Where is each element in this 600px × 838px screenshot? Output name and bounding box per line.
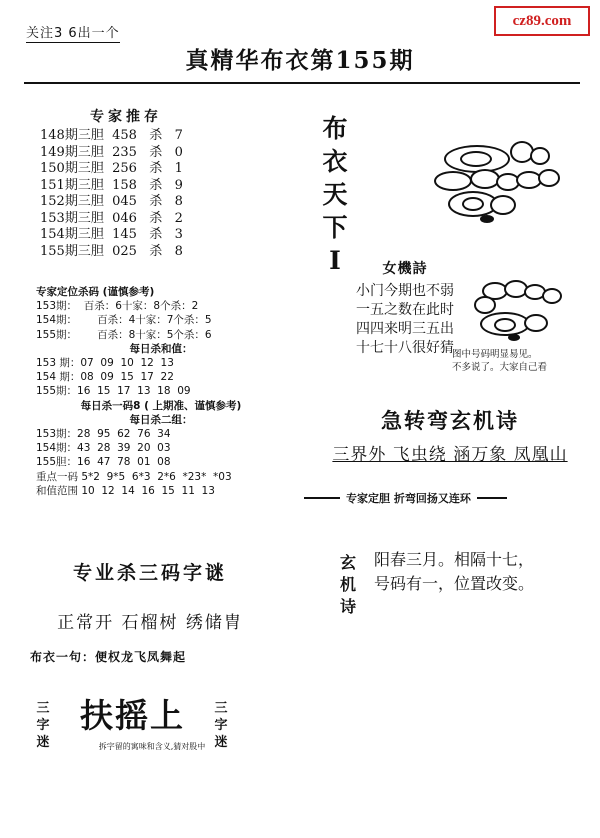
xuanji-poem <box>374 548 594 596</box>
riddle-right-vertical: 三字迷 <box>214 701 228 750</box>
ink-drawing-top <box>430 135 590 235</box>
table-row: 151期三胆 158 杀 9 <box>40 177 183 193</box>
divider-left <box>304 497 340 499</box>
list-item: 154期：43 28 39 20 03 <box>36 442 171 455</box>
right-vertical-title: 布衣天下Ⅰ <box>322 114 348 275</box>
list-item: 155期： 百杀：8十家：5个杀：6 <box>36 328 212 341</box>
buyi-line: 布衣一句：便权龙飞凤舞起 <box>30 650 187 664</box>
nvji-title: 女機詩 <box>382 261 428 277</box>
table-row: 153期三胆 046 杀 2 <box>40 210 183 226</box>
list-item: 155胆：16 47 78 01 08 <box>36 456 171 469</box>
site-logo <box>494 6 590 36</box>
expert-pick-list <box>40 128 183 260</box>
riddle-big-word-note: 拆字留的寓味和含义,猜对股中 <box>98 742 206 751</box>
ink-drawing-middle <box>472 278 592 348</box>
page-title: 真精华布衣第155期 <box>185 47 415 74</box>
picture-note <box>452 348 592 374</box>
nvji-poem <box>320 282 490 358</box>
two-group-heading: 每日杀二组： <box>129 413 193 426</box>
riddle-left-vertical: 三字迷 <box>36 701 50 750</box>
table-row: 150期三胆 256 杀 1 <box>40 161 183 176</box>
jzw-line <box>300 440 600 465</box>
poem-line: 十七十八很好猜 <box>356 340 454 356</box>
xuanji-vertical-label: 玄机诗 <box>339 553 356 616</box>
table-row: 154期三胆 145 杀 3 <box>40 227 183 242</box>
expert-pick-heading: 专家推存 <box>90 109 162 125</box>
list-item: 153 期：07 09 10 12 13 <box>36 357 174 370</box>
table-row: 149期三胆 235 杀 0 <box>40 144 183 160</box>
list-item: 153期：28 95 62 76 34 <box>36 428 171 441</box>
riddle-title: 专业杀三码字谜 <box>72 562 227 584</box>
table-row: 155期三胆 025 杀 8 <box>40 243 183 259</box>
riddle-big-word: 扶摇上 <box>80 696 185 735</box>
position-kill-heading: 专家定位杀码 (谨慎参考) <box>36 286 155 298</box>
jzw-title: 急转弯玄机诗 <box>381 408 519 433</box>
focus-line: 重点一码 5*2 9*5 6*3 2*6 *23* *03 <box>36 470 232 483</box>
poem-line: 号码有一，位置改变。 <box>374 574 535 593</box>
note-line: 图中号码明显易见。 <box>452 349 538 360</box>
table-row: 148期三胆 458 杀 7 <box>40 128 183 143</box>
divider-right <box>477 497 507 499</box>
jzw-line-text: 三界外 飞虫绕 涵万象 凤凰山 <box>332 445 568 465</box>
top-note: 关注3 6出一个 <box>26 22 120 43</box>
riddle-words: 正常开 石榴树 绣储胄 <box>57 613 243 633</box>
table-row: 152期三胆 045 杀 8 <box>40 194 183 209</box>
poem-line: 一五之数在此时 <box>356 302 454 318</box>
range-line: 和值范围 10 12 14 16 15 11 13 <box>36 484 215 497</box>
daily-kill-note: 每日杀一码8 ( 上期准、谨慎参考) <box>80 399 242 412</box>
expert-dan-banner <box>304 490 594 506</box>
poem-line: 小门今期也不弱 <box>356 283 454 299</box>
list-item: 153期： 百杀：6十家：8个杀：2 <box>36 300 199 313</box>
expert-dan-text: 专家定胆 折弯回扬又连环 <box>346 492 471 505</box>
list-item: 154期： 百杀：4十家：7个杀：5 <box>36 314 212 327</box>
site-logo-text: cz89.com <box>512 12 572 29</box>
position-kill-block <box>36 285 286 498</box>
poem-line: 阳春三月。相隔十七， <box>374 550 535 569</box>
poem-line: 四四来明三五出 <box>356 321 454 337</box>
sum-heading: 每日杀和值： <box>129 342 193 355</box>
list-item: 154 期：08 09 15 17 22 <box>36 371 174 384</box>
note-line: 不多说了。大家自己看 <box>452 362 548 373</box>
title-divider <box>24 82 580 84</box>
list-item: 155期：16 15 17 13 18 09 <box>36 385 191 398</box>
